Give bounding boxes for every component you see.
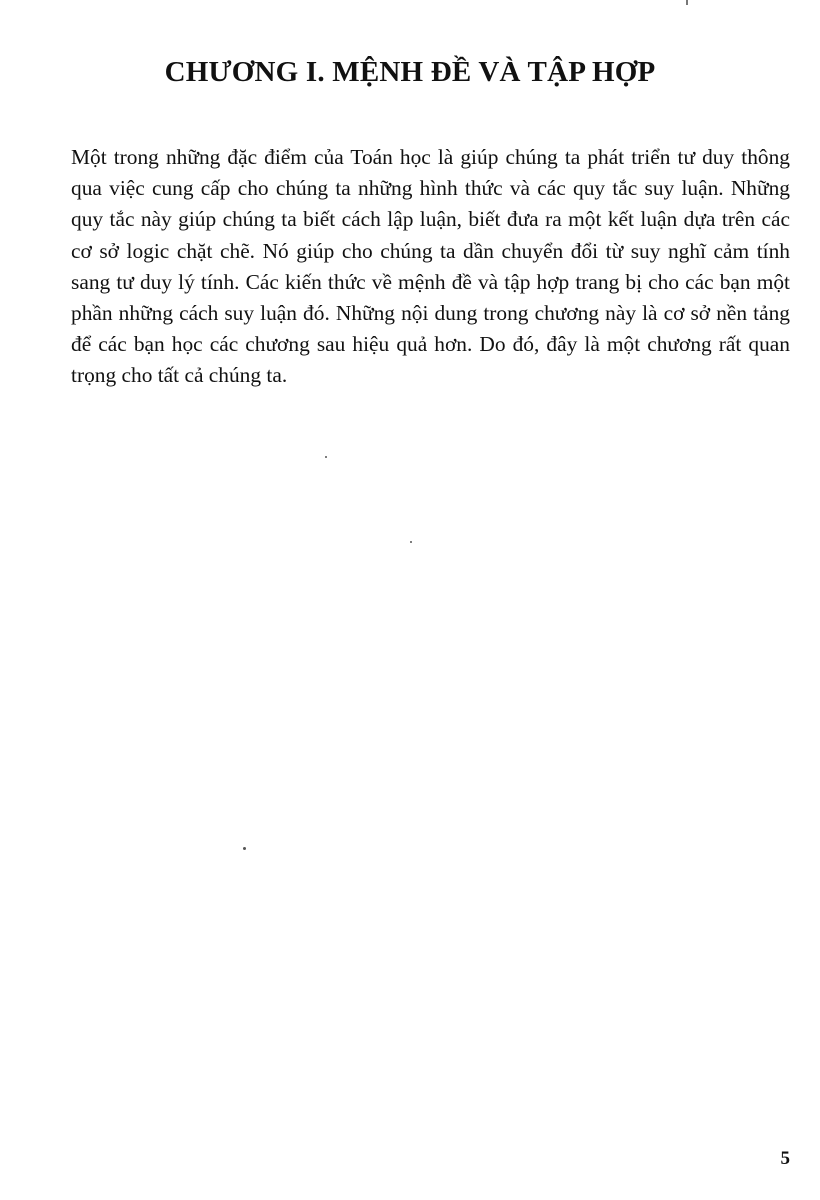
- scan-speck: [410, 541, 412, 543]
- paragraph-line: để các bạn học các chương sau hiệu quả hơn. Do đó, đây là một chương rất quan: [71, 332, 790, 357]
- paragraph-line: quy tắc này giúp chúng ta biết cách lập luận, biết đưa ra một kết luận dựa trên các: [71, 207, 790, 232]
- chapter-title: CHƯƠNG I. MỆNH ĐỀ VÀ TẬP HỢP: [164, 56, 656, 88]
- paragraph-line: sang tư duy lý tính. Các kiến thức về mệnh đề và tập hợp trang bị cho các bạn một: [71, 269, 790, 294]
- scan-speck: [325, 456, 327, 458]
- paragraph-line: Một trong những đặc điểm của Toán học là giúp chúng ta phát triển tư duy thông: [71, 145, 790, 169]
- paragraph-line: qua việc cung cấp cho chúng ta những hình thức và các quy tắc suy luận. Những: [71, 176, 790, 201]
- page-number: 5: [780, 1148, 790, 1169]
- scan-edge-mark: [686, 0, 688, 5]
- paragraph-line: trọng cho tất cả chúng ta.: [71, 363, 288, 388]
- paragraph-line: cơ sở logic chặt chẽ. Nó giúp cho chúng ta dần chuyển đổi từ suy nghĩ cảm tính: [71, 238, 790, 263]
- paragraph-line: phần những cách suy luận đó. Những nội dung trong chương này là cơ sở nền tảng: [71, 300, 790, 325]
- scan-speck: [243, 847, 246, 850]
